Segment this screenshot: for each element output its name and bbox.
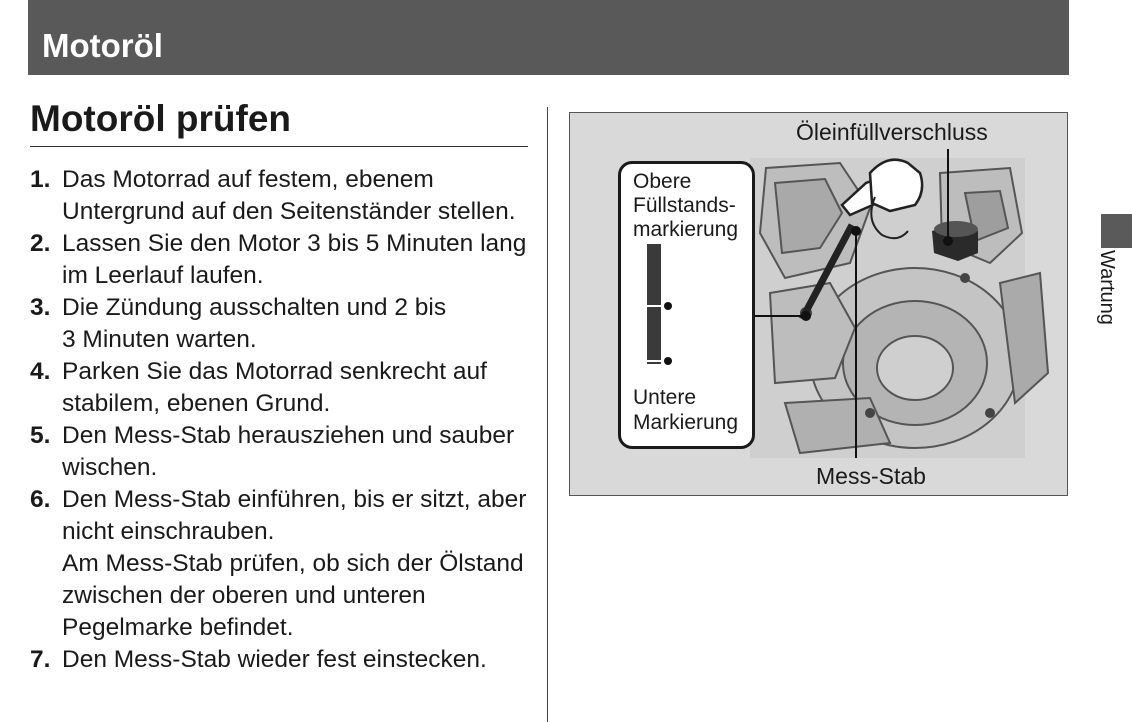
step-number: 2. bbox=[30, 230, 51, 257]
step-text: Den Mess-Stab einführen, bis er sitzt, aber nicht einschrauben. bbox=[62, 486, 527, 545]
step-text: Den Mess-Stab herausziehen und sauber wischen. bbox=[62, 422, 515, 481]
section-title: Motoröl bbox=[42, 27, 163, 64]
column-divider bbox=[547, 107, 548, 722]
step-item bbox=[30, 484, 540, 644]
instruction-steps bbox=[30, 164, 540, 676]
chapter-tab-label bbox=[1088, 250, 1132, 350]
dipstick-detail-callout bbox=[618, 161, 755, 449]
step-number: 1. bbox=[30, 166, 51, 193]
step-text: Den Mess-Stab wieder fest einstecken. bbox=[62, 646, 487, 673]
heading-underline bbox=[30, 146, 528, 147]
chapter-tab-marker bbox=[1101, 214, 1132, 248]
page-heading: Motoröl prüfen bbox=[30, 98, 292, 139]
step-text: Die Zündung ausschalten und 2 bis 3 Minuten warten. bbox=[62, 294, 447, 353]
step-text: Das Motorrad auf festem, ebenem Untergrund auf den Seitenständer stellen. bbox=[62, 166, 516, 225]
step-number: 5. bbox=[30, 422, 51, 449]
engine-oil-figure bbox=[569, 112, 1068, 496]
step-number: 7. bbox=[30, 646, 51, 673]
step-item bbox=[30, 356, 540, 420]
upper-level-mark-label: Obere Füllstands- markierung bbox=[633, 170, 739, 241]
section-header-bar bbox=[28, 0, 1069, 75]
step-item bbox=[30, 420, 540, 484]
oil-filler-cap-label: Öleinfüllverschluss bbox=[796, 119, 988, 145]
chapter-tab-text: Wartung bbox=[1096, 250, 1118, 325]
step-number: 4. bbox=[30, 358, 51, 385]
step-item bbox=[30, 228, 540, 292]
step-number: 6. bbox=[30, 486, 51, 513]
dipstick-label: Mess-Stab bbox=[816, 463, 926, 489]
step-item bbox=[30, 644, 540, 676]
step-text: Lassen Sie den Motor 3 bis 5 Minuten lang im Leerlauf laufen. bbox=[62, 230, 527, 289]
lower-level-mark-label: Untere Markierung bbox=[633, 386, 739, 434]
step-text: Parken Sie das Motorrad senkrecht auf stabilem, ebenen Grund. bbox=[62, 358, 487, 417]
step-item bbox=[30, 164, 540, 228]
step-item bbox=[30, 292, 540, 356]
step-note: Am Mess-Stab prüfen, ob sich der Ölstand zwischen der oberen und unteren Pegelmarke befindet. bbox=[62, 550, 524, 641]
step-number: 3. bbox=[30, 294, 51, 321]
